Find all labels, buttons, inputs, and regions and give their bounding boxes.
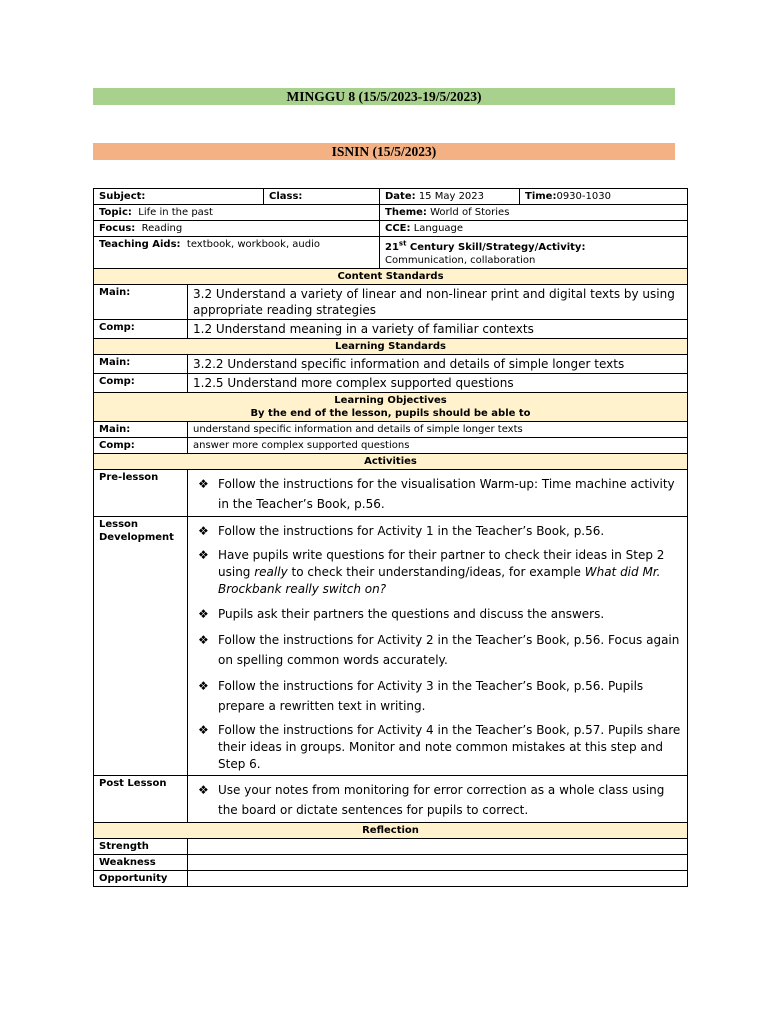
focus-label: Focus: [99, 223, 136, 234]
learning-standards-main-row [94, 355, 688, 374]
teaching-aids-value: textbook, workbook, audio [186, 239, 321, 250]
post-lesson-row [94, 776, 688, 823]
lesson-development-item-emphasis: What did Mr. Brockbank really switch on? [218, 565, 661, 597]
post-lesson-item [193, 780, 682, 820]
lesson-development-item-text: to check their understanding/ideas, for example [287, 565, 585, 580]
header-row-focus [94, 221, 688, 237]
diamond-bullet-icon: ❖ [198, 633, 209, 648]
post-lesson-label: Post Lesson [94, 776, 188, 823]
reflection-header [94, 823, 688, 839]
subject-cell [94, 189, 264, 205]
pre-lesson-item-text: Follow the instructions for the visualisation Warm-up: Time machine activity in the Teacher’s Book, p.56. [218, 477, 675, 512]
content-standards-header [94, 269, 688, 285]
diamond-bullet-icon: ❖ [198, 679, 209, 694]
header-row-subject [94, 189, 688, 205]
subject-label: Subject: [99, 191, 146, 202]
content-standards-main-label: Main: [94, 285, 188, 320]
learning-standards-main-value: 3.2.2 Understand specific information and details of simple longer texts [188, 355, 688, 374]
lesson-development-content [188, 517, 688, 776]
lesson-development-item [193, 547, 682, 598]
activities-header [94, 454, 688, 470]
reflection-weakness-label: Weakness [94, 855, 188, 871]
theme-label: Theme: [385, 207, 427, 218]
pre-lesson-list [193, 474, 682, 514]
cce-cell [380, 221, 688, 237]
content-standards-comp-value: 1.2 Understand meaning in a variety of familiar contexts [188, 320, 688, 339]
theme-cell [380, 205, 688, 221]
learning-standards-main-label: Main: [94, 355, 188, 374]
lesson-development-item-text: Follow the instructions for Activity 1 in the Teacher’s Book, p.56. [218, 524, 605, 539]
diamond-bullet-icon: ❖ [198, 607, 209, 622]
learning-objectives-main-value: understand specific information and details of simple longer texts [188, 422, 688, 438]
focus-cell [94, 221, 380, 237]
learning-objectives-main-row [94, 422, 688, 438]
header-row-aids [94, 237, 688, 269]
learning-standards-comp-row [94, 374, 688, 393]
pre-lesson-content [188, 470, 688, 517]
learning-objectives-header-cell [94, 393, 688, 422]
learning-standards-header [94, 339, 688, 355]
theme-value: World of Stories [430, 207, 510, 218]
post-lesson-content [188, 776, 688, 823]
lesson-development-item [193, 722, 682, 773]
time-label: Time: [525, 191, 557, 202]
lesson-development-item [193, 630, 682, 670]
reflection-opportunity-row [94, 871, 688, 887]
day-banner: ISNIN (15/5/2023) [93, 143, 675, 160]
teaching-aids-label: Teaching Aids: [99, 239, 181, 250]
class-cell [264, 189, 380, 205]
learning-standards-comp-value: 1.2.5 Understand more complex supported questions [188, 374, 688, 393]
teaching-aids-cell [94, 237, 380, 269]
focus-value: Reading [141, 223, 183, 234]
reflection-strength-row [94, 839, 688, 855]
lesson-development-item-text: Pupils ask their partners the questions and discuss the answers. [218, 607, 605, 622]
learning-objectives-subtitle: By the end of the lesson, pupils should be able to [250, 408, 531, 420]
learning-objectives-main-label: Main: [94, 422, 188, 438]
time-cell [520, 189, 688, 205]
lesson-development-label: Lesson Development [94, 517, 188, 776]
century-skill-number: 21 [385, 242, 399, 254]
diamond-bullet-icon: ❖ [198, 783, 209, 798]
lesson-development-item-text: Follow the instructions for Activity 3 in the Teacher’s Book, p.56. Pupils prepare a rewritten text in writing. [218, 679, 644, 714]
learning-objectives-title: Learning Objectives [334, 395, 447, 407]
reflection-weakness-field[interactable] [188, 855, 688, 871]
cce-value: Language [413, 223, 464, 234]
pre-lesson-item [193, 474, 682, 514]
date-value: 15 May 2023 [418, 191, 485, 202]
learning-standards-title: Learning Standards [94, 339, 688, 355]
reflection-strength-label: Strength [94, 839, 188, 855]
topic-value: Life in the past [138, 207, 213, 218]
reflection-title: Reflection [94, 823, 688, 839]
date-cell [380, 189, 520, 205]
activities-title: Activities [94, 454, 688, 470]
reflection-opportunity-label: Opportunity [94, 871, 188, 887]
post-lesson-list [193, 780, 682, 820]
learning-objectives-comp-row [94, 438, 688, 454]
diamond-bullet-icon: ❖ [198, 548, 209, 563]
date-label: Date: [385, 191, 416, 202]
lesson-development-list [193, 521, 682, 773]
content-standards-title: Content Standards [94, 269, 688, 285]
learning-objectives-header [94, 393, 688, 422]
pre-lesson-row [94, 470, 688, 517]
learning-standards-comp-label: Comp: [94, 374, 188, 393]
diamond-bullet-icon: ❖ [198, 524, 209, 539]
post-lesson-item-text: Use your notes from monitoring for error correction as a whole class using the board or dictate sentences for pupils to correct. [218, 783, 665, 818]
lesson-development-item [193, 521, 682, 541]
lesson-development-item-text: Have pupils write questions for their partner to check their ideas in Step 2 using [218, 548, 665, 580]
lesson-development-item-text: Follow the instructions for Activity 4 in the Teacher’s Book, p.57. Pupils share their ideas in groups. Monitor and note common mistakes at this step and Step 6. [218, 723, 681, 772]
learning-objectives-comp-label: Comp: [94, 438, 188, 454]
time-value: 0930-1030 [556, 191, 611, 202]
content-standards-main-value: 3.2 Understand a variety of linear and non-linear print and digital texts by using appropriate reading strategies [188, 285, 688, 320]
class-label: Class: [269, 191, 303, 202]
reflection-opportunity-field[interactable] [188, 871, 688, 887]
week-banner: MINGGU 8 (15/5/2023-19/5/2023) [93, 88, 675, 105]
reflection-strength-field[interactable] [188, 839, 688, 855]
content-standards-main-row [94, 285, 688, 320]
cce-label: CCE: [385, 223, 411, 234]
lesson-development-row [94, 517, 688, 776]
lesson-development-item [193, 604, 682, 624]
century-skill-cell [380, 237, 688, 269]
diamond-bullet-icon: ❖ [198, 477, 209, 492]
header-row-topic [94, 205, 688, 221]
content-standards-comp-row [94, 320, 688, 339]
century-skill-label [385, 242, 585, 253]
reflection-weakness-row [94, 855, 688, 871]
century-skill-label-text: Century Skill/Strategy/Activity: [406, 242, 586, 254]
lesson-development-item-text: Follow the instructions for Activity 2 in the Teacher’s Book, p.56. Focus again on spelling common words accurately. [218, 633, 680, 668]
pre-lesson-label: Pre-lesson [94, 470, 188, 517]
lesson-development-item-emphasis: really [254, 565, 288, 580]
century-skill-superscript: st [398, 240, 407, 248]
lesson-development-item [193, 676, 682, 716]
century-skill-value: Communication, collaboration [385, 255, 536, 267]
learning-objectives-comp-value: answer more complex supported questions [188, 438, 688, 454]
topic-label: Topic: [99, 207, 132, 218]
content-standards-comp-label: Comp: [94, 320, 188, 339]
topic-cell [94, 205, 380, 221]
diamond-bullet-icon: ❖ [198, 723, 209, 738]
lesson-plan-table [93, 188, 688, 887]
